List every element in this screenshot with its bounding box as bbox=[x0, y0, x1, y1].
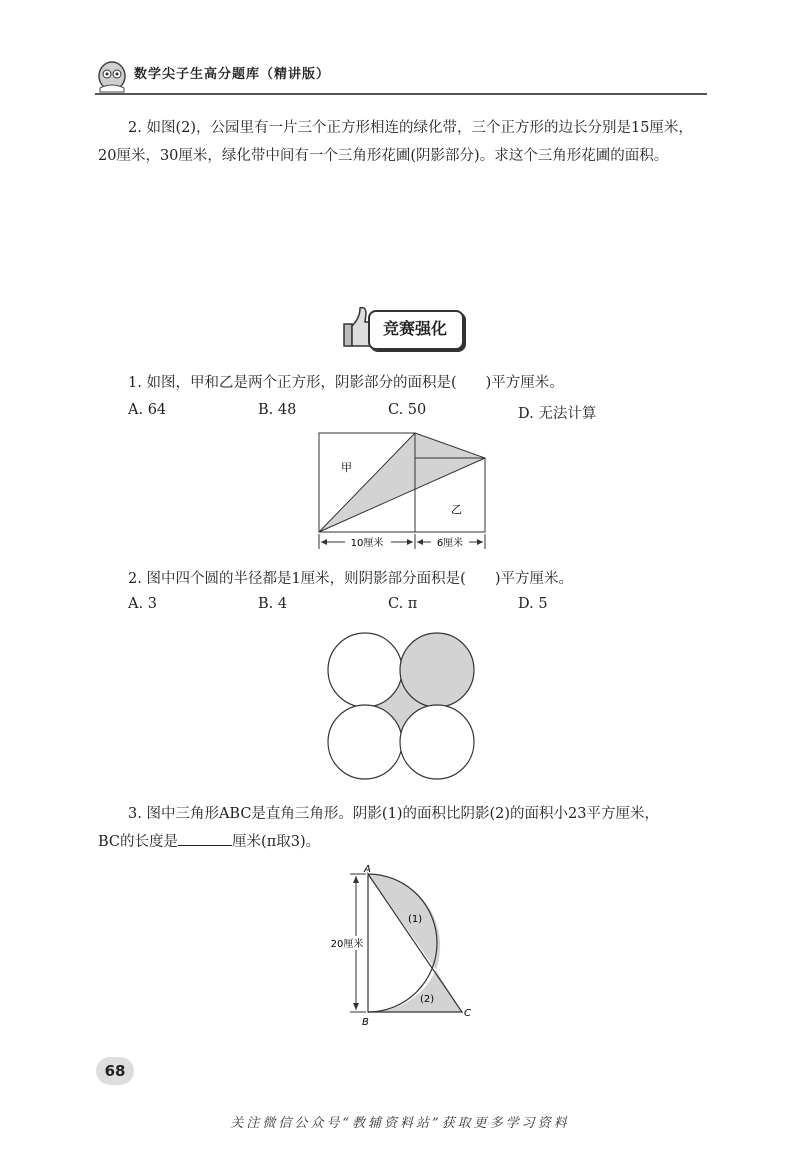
header-mascot-icon bbox=[92, 54, 132, 94]
q2-text: 2. 图中四个圆的半径都是1厘米，则阴影部分面积是( )平方厘米。 bbox=[128, 571, 573, 587]
q1-option-b: B. 48 bbox=[258, 402, 297, 418]
q3-figure bbox=[322, 862, 482, 1030]
q3-region1-label: (1) bbox=[408, 914, 423, 925]
q2-circle-top-right bbox=[400, 633, 474, 707]
q1-shaded-triangle bbox=[319, 433, 485, 532]
header-title: 数学尖子生高分题库（精讲版） bbox=[134, 67, 331, 82]
q2-circle-bottom-left bbox=[328, 705, 402, 779]
q3-line2-post: 厘米(π取3)。 bbox=[232, 834, 321, 850]
q2-option-b: B. 4 bbox=[258, 596, 288, 612]
q1-label-jia: 甲 bbox=[341, 461, 352, 474]
q1-option-c: C. 50 bbox=[388, 402, 427, 418]
q3-line2 bbox=[98, 827, 320, 857]
q3-shade-1 bbox=[368, 874, 440, 970]
q3-line1: 3. 图中三角形ABC是直角三角形。阴影(1)的面积比阴影(2)的面积小23平方厘米， bbox=[128, 806, 659, 822]
q2-option-a: A. 3 bbox=[128, 596, 157, 612]
q1-option-a: A. 64 bbox=[128, 402, 167, 418]
footer-note: 关注微信公众号“教辅资料站”获取更多学习资料 bbox=[230, 1116, 570, 1131]
q3-line2-pre: BC的长度是 bbox=[98, 834, 179, 850]
q3-answer-blank bbox=[178, 845, 232, 846]
q3-region2-label: (2) bbox=[420, 994, 435, 1005]
page-number: 68 bbox=[96, 1057, 134, 1085]
section-badge bbox=[338, 302, 466, 350]
q2-option-d: D. 5 bbox=[518, 596, 548, 612]
q1-option-d: D. 无法计算 bbox=[518, 406, 597, 422]
q3-dim: 20厘米 bbox=[330, 939, 364, 950]
q2-circle-bottom-right bbox=[400, 705, 474, 779]
q2-option-c: C. π bbox=[388, 596, 418, 612]
q1-dim-right: 6厘米 bbox=[436, 538, 464, 549]
section-badge-label: 竞赛强化 bbox=[382, 319, 447, 338]
q2-circle-top-left bbox=[328, 633, 402, 707]
problem2-line1: 2. 如图(2)，公园里有一片三个正方形相连的绿化带，三个正方形的边长分别是15厘米， bbox=[128, 120, 693, 136]
q1-text: 1. 如图，甲和乙是两个正方形，阴影部分的面积是( )平方厘米。 bbox=[128, 375, 564, 391]
q3-label-b: B bbox=[362, 1017, 369, 1028]
problem2-line2: 20厘米，30厘米，绿化带中间有一个三角形花圃(阴影部分)。求这个三角形花圃的面积。 bbox=[98, 148, 669, 164]
header-divider bbox=[95, 93, 707, 95]
q1-label-yi: 乙 bbox=[451, 503, 462, 516]
q1-figure bbox=[305, 425, 500, 557]
q3-label-c: C bbox=[464, 1008, 471, 1019]
q1-dim-left: 10厘米 bbox=[350, 538, 384, 549]
q3-label-a: A bbox=[364, 864, 371, 875]
q2-figure bbox=[320, 625, 482, 787]
